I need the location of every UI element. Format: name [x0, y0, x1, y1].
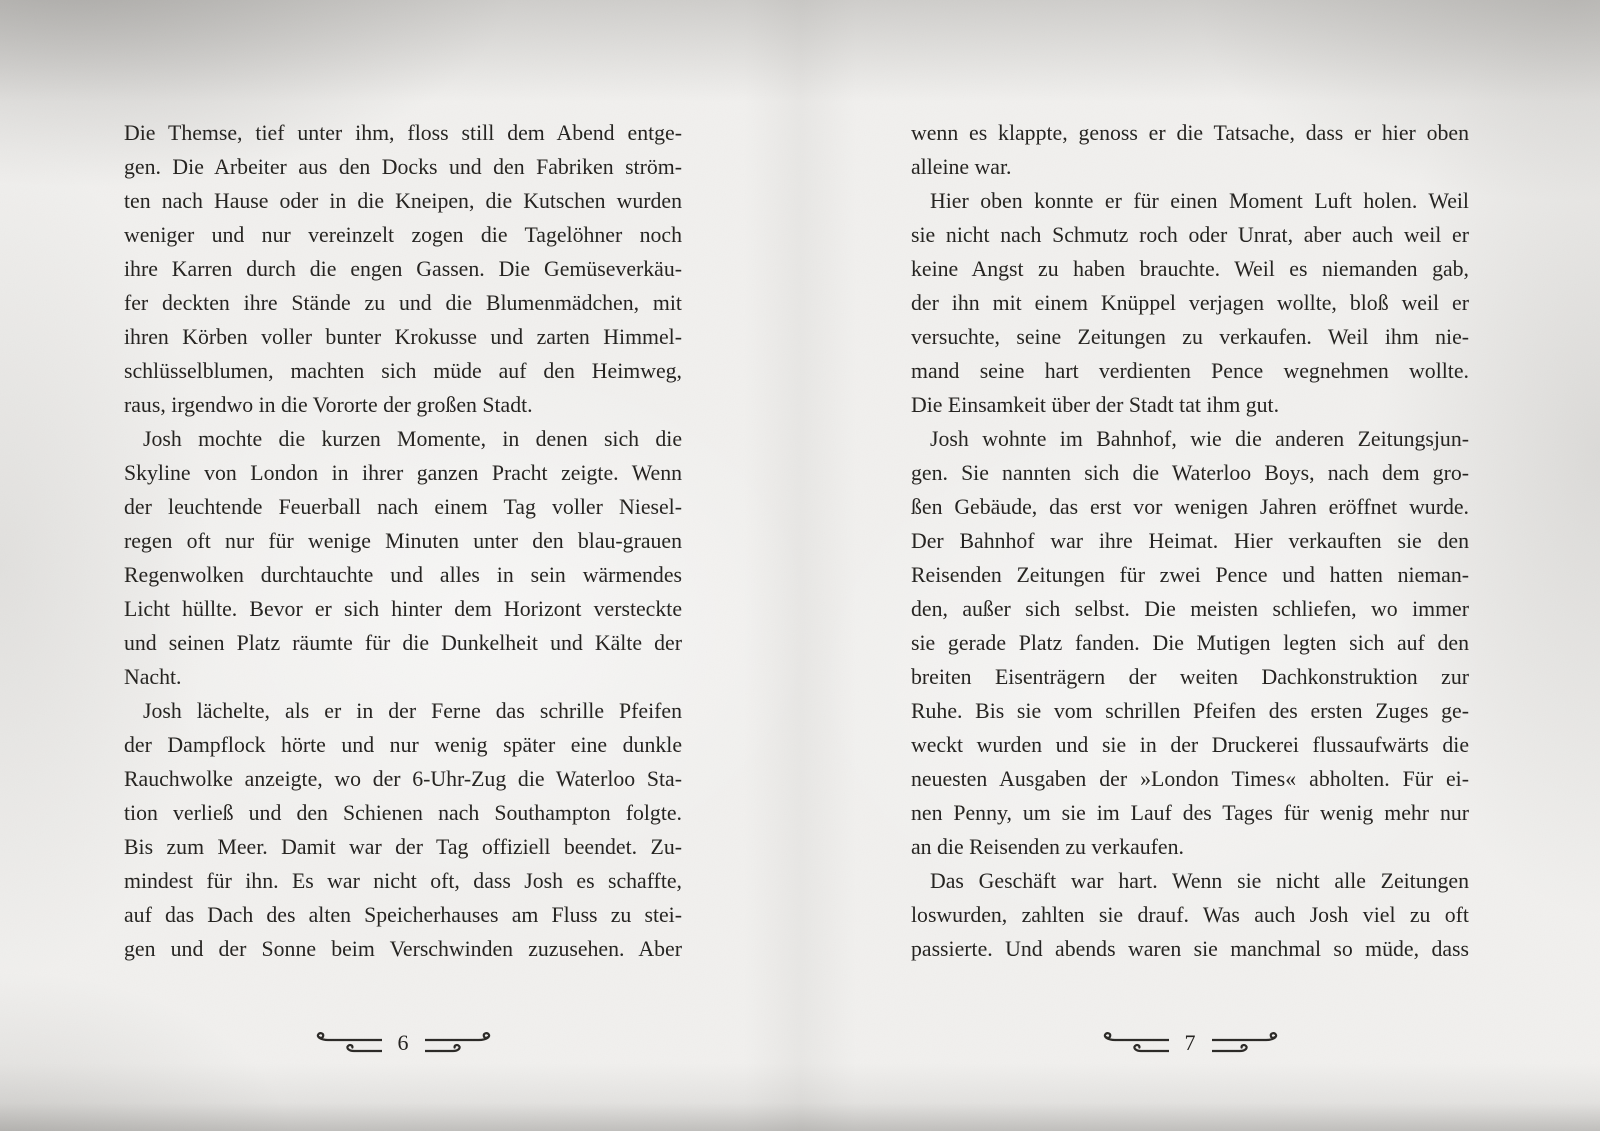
text-line: den, außer sich selbst. Die meisten schliefen, wo immer: [911, 597, 1469, 621]
text-line: Die Themse, tief unter ihm, floss still dem Abend entge-: [124, 121, 682, 145]
text-line: Hier oben konnte er für einen Moment Luft holen. Weil: [930, 189, 1469, 213]
text-line: sie gerade Platz fanden. Die Mutigen legten sich auf den: [911, 631, 1469, 655]
text-line: neuesten Ausgaben der »London Times« abholten. Für ei-: [911, 767, 1469, 791]
text-line: Das Geschäft war hart. Wenn sie nicht alle Zeitungen: [930, 869, 1469, 893]
text-line: Ruhe. Bis sie vom schrillen Pfeifen des ersten Zuges ge-: [911, 699, 1469, 723]
page-text: [911, 116, 1469, 966]
text-line: weckt wurden und sie in der Druckerei flussaufwärts die: [911, 733, 1469, 757]
text-line: ten nach Hause oder in die Kneipen, die Kutschen wurden: [124, 189, 682, 213]
text-line: Regenwolken durchtauchte und alles in sein wärmendes: [124, 563, 682, 587]
text-line: gen. Die Arbeiter aus den Docks und den Fabriken ström-: [124, 155, 682, 179]
page-footer: [911, 1032, 1469, 1058]
text-line: raus, irgendwo in die Vororte der großen Stadt.: [124, 393, 533, 417]
text-line: loswurden, zahlten sie drauf. Was auch Josh viel zu oft: [911, 903, 1469, 927]
text-line: der leuchtende Feuerball nach einem Tag voller Niesel-: [124, 495, 682, 519]
text-line: nen Penny, um sie im Lauf des Tages für wenig mehr nur: [911, 801, 1469, 825]
text-line: Josh wohnte im Bahnhof, wie die anderen Zeitungsjun-: [930, 427, 1469, 451]
text-line: wenn es klappte, genoss er die Tatsache, dass er hier oben: [911, 121, 1469, 145]
text-line: der ihn mit einem Knüppel verjagen wollte, bloß weil er: [911, 291, 1469, 315]
text-line: an die Reisenden zu verkaufen.: [911, 835, 1184, 859]
text-line: Reisenden Zeitungen für zwei Pence und hatten nieman-: [911, 563, 1469, 587]
text-line: Josh mochte die kurzen Momente, in denen sich die: [143, 427, 682, 451]
text-line: Die Einsamkeit über der Stadt tat ihm gut.: [911, 393, 1280, 417]
text-line: versuchte, seine Zeitungen zu verkaufen. Weil ihm nie-: [911, 325, 1469, 349]
flourish-right-icon: [1212, 1032, 1282, 1058]
text-line: mand seine hart verdienten Pence wegnehmen wollte.: [911, 359, 1469, 383]
text-line: Rauchwolke anzeigte, wo der 6-Uhr-Zug die Waterloo Sta-: [124, 767, 682, 791]
text-line: Skyline von London in ihrer ganzen Pracht zeigte. Wenn: [124, 461, 682, 485]
page-number: 7: [1184, 1030, 1196, 1055]
text-line: gen. Sie nannten sich die Waterloo Boys, nach dem gro-: [911, 461, 1469, 485]
text-line: Nacht.: [124, 665, 182, 689]
text-line: keine Angst zu haben brauchte. Weil es niemanden gab,: [911, 257, 1469, 281]
text-line: Der Bahnhof war ihre Heimat. Hier verkauften sie den: [911, 529, 1469, 553]
text-line: weniger und nur vereinzelt zogen die Tagelöhner noch: [124, 223, 682, 247]
page-text: [124, 116, 682, 966]
page-footer: [124, 1032, 682, 1058]
flourish-right-icon: [425, 1032, 495, 1058]
text-line: der Dampflock hörte und nur wenig später eine dunkle: [124, 733, 682, 757]
text-line: ihre Karren durch die engen Gassen. Die Gemüseverkäu-: [124, 257, 682, 281]
text-line: Bis zum Meer. Damit war der Tag offiziell beendet. Zu-: [124, 835, 682, 859]
book-page-right: [800, 0, 1600, 1131]
text-line: gen und der Sonne beim Verschwinden zuzusehen. Aber: [124, 937, 682, 961]
text-line: fer deckten ihre Stände zu und die Blumenmädchen, mit: [124, 291, 682, 315]
text-line: alleine war.: [911, 155, 1012, 179]
text-line: Josh lächelte, als er in der Ferne das schrille Pfeifen: [143, 699, 682, 723]
page-number: 6: [397, 1030, 409, 1055]
text-line: sie nicht nach Schmutz roch oder Unrat, aber auch weil er: [911, 223, 1469, 247]
text-line: mindest für ihn. Es war nicht oft, dass Josh es schaffte,: [124, 869, 682, 893]
text-line: ßen Gebäude, das erst vor wenigen Jahren eröffnet wurde.: [911, 495, 1469, 519]
text-line: regen oft nur für wenige Minuten unter den blau-grauen: [124, 529, 682, 553]
text-line: tion verließ und den Schienen nach Southampton folgte.: [124, 801, 682, 825]
text-line: auf das Dach des alten Speicherhauses am Fluss zu stei-: [124, 903, 682, 927]
text-line: schlüsselblumen, machten sich müde auf den Heimweg,: [124, 359, 682, 383]
text-line: breiten Eisenträgern der weiten Dachkonstruktion zur: [911, 665, 1469, 689]
text-line: und seinen Platz räumte für die Dunkelheit und Kälte der: [124, 631, 682, 655]
text-line: Licht hüllte. Bevor er sich hinter dem Horizont versteckte: [124, 597, 682, 621]
text-line: passierte. Und abends waren sie manchmal so müde, dass: [911, 937, 1469, 961]
flourish-left-icon: [312, 1032, 382, 1058]
flourish-left-icon: [1099, 1032, 1169, 1058]
text-line: ihren Körben voller bunter Krokusse und zarten Himmel-: [124, 325, 682, 349]
